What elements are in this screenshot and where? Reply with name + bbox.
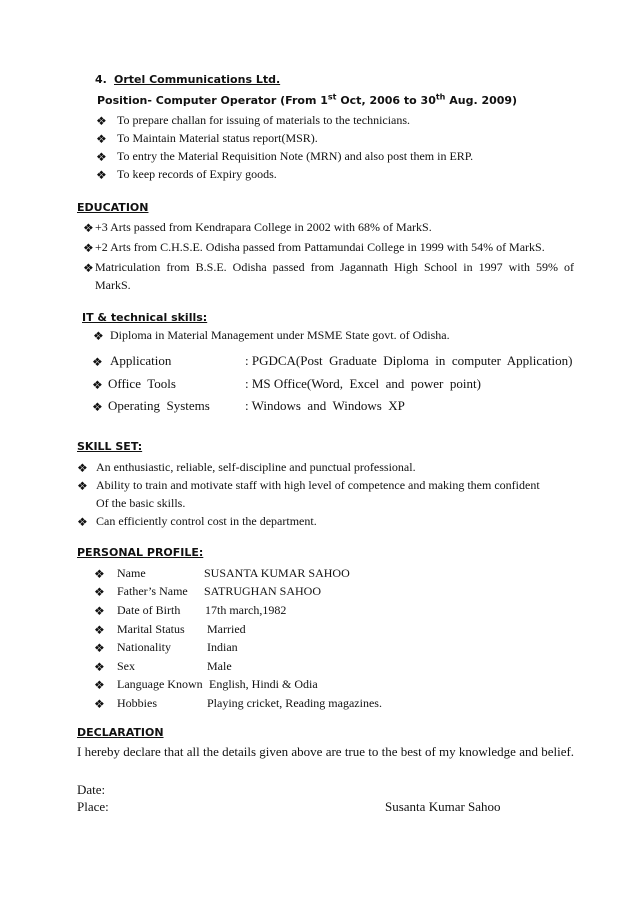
duty-item: To keep records of Expiry goods. bbox=[117, 167, 277, 181]
profile-label: Hobbies bbox=[117, 696, 157, 710]
employment-number: 4. bbox=[95, 73, 107, 86]
skill-item: Can efficiently control cost in the department. bbox=[96, 514, 317, 528]
declaration-text: I hereby declare that all the details given above are true to the best of my knowledge and belief. bbox=[77, 744, 575, 759]
bullet-icon: ❖ bbox=[83, 221, 94, 235]
duty-item: To entry the Material Requisition Note (MRN) and also post them in ERP. bbox=[117, 149, 474, 163]
signature-name: Susanta Kumar Sahoo bbox=[385, 799, 501, 814]
it-row-value: : PGDCA(Post Graduate Diploma in computer Application) bbox=[245, 353, 573, 368]
bullet-icon: ❖ bbox=[94, 660, 105, 674]
education-heading: EDUCATION bbox=[77, 201, 149, 214]
bullet-icon: ❖ bbox=[92, 355, 103, 369]
profile-label: Nationality bbox=[117, 640, 171, 654]
skill-set-heading: SKILL SET: bbox=[77, 440, 143, 453]
place-label: Place: bbox=[77, 799, 109, 814]
bullet-icon: ❖ bbox=[94, 585, 105, 599]
profile-label: Marital Status bbox=[117, 622, 185, 636]
bullet-icon: ❖ bbox=[83, 241, 94, 255]
bullet-icon: ❖ bbox=[77, 461, 88, 475]
bullet-icon: ❖ bbox=[93, 329, 104, 343]
diploma-item: Diploma in Material Management under MSME State govt. of Odisha. bbox=[110, 328, 450, 342]
bullet-icon: ❖ bbox=[96, 168, 107, 182]
profile-label: Father’s Name bbox=[117, 584, 188, 598]
bullet-icon: ❖ bbox=[92, 400, 103, 414]
education-item: Matriculation from B.S.E. Odisha passed from Jagannath High School in 1997 with 59% of bbox=[95, 260, 574, 274]
it-row-value: : Windows and Windows XP bbox=[245, 398, 405, 413]
profile-value: English, Hindi & Odia bbox=[209, 677, 318, 691]
bullet-icon: ❖ bbox=[92, 378, 103, 392]
declaration-heading: DECLARATION bbox=[77, 726, 164, 739]
education-item: +2 Arts from C.H.S.E. Odisha passed from Pattamundai College in 1999 with 54% of MarkS. bbox=[95, 240, 545, 254]
education-item: +3 Arts passed from Kendrapara College in 2002 with 68% of MarkS. bbox=[95, 220, 432, 234]
education-item-continued: MarkS. bbox=[95, 278, 131, 292]
bullet-icon: ❖ bbox=[83, 261, 94, 275]
bullet-icon: ❖ bbox=[94, 678, 105, 692]
profile-value: Male bbox=[207, 659, 232, 673]
bullet-icon: ❖ bbox=[96, 114, 107, 128]
bullet-icon: ❖ bbox=[94, 604, 105, 618]
profile-label: Sex bbox=[117, 659, 135, 673]
profile-value: Indian bbox=[207, 640, 238, 654]
bullet-icon: ❖ bbox=[94, 697, 105, 711]
profile-value: 17th march,1982 bbox=[205, 603, 287, 617]
bullet-icon: ❖ bbox=[77, 479, 88, 493]
bullet-icon: ❖ bbox=[96, 132, 107, 146]
skill-item: Ability to train and motivate staff with high level of competence and making them confident bbox=[96, 478, 540, 492]
duty-item: To Maintain Material status report(MSR). bbox=[117, 131, 318, 145]
bullet-icon: ❖ bbox=[77, 515, 88, 529]
personal-profile-heading: PERSONAL PROFILE: bbox=[77, 546, 204, 559]
bullet-icon: ❖ bbox=[94, 641, 105, 655]
duty-item: To prepare challan for issuing of materials to the technicians. bbox=[117, 113, 411, 127]
bullet-icon: ❖ bbox=[94, 623, 105, 637]
skill-item: An enthusiastic, reliable, self-discipline and punctual professional. bbox=[96, 460, 416, 474]
profile-value: SUSANTA KUMAR SAHOO bbox=[204, 566, 350, 580]
profile-value: Playing cricket, Reading magazines. bbox=[207, 696, 382, 710]
it-row-label: Office Tools bbox=[108, 376, 176, 391]
profile-value: Married bbox=[207, 622, 246, 636]
position-line: Position- Computer Operator (From 1st Oct, 2006 to 30th Aug. 2009) bbox=[97, 92, 518, 107]
it-skills-heading: IT & technical skills: bbox=[82, 311, 208, 324]
skill-item-continued: Of the basic skills. bbox=[96, 496, 186, 510]
it-row-value: : MS Office(Word, Excel and power point) bbox=[245, 376, 481, 391]
it-row-label: Application bbox=[110, 353, 172, 368]
profile-value: SATRUGHAN SAHOO bbox=[204, 584, 322, 598]
profile-label: Date of Birth bbox=[117, 603, 181, 617]
it-row-label: Operating Systems bbox=[108, 398, 210, 413]
profile-label: Language Known bbox=[117, 677, 203, 691]
bullet-icon: ❖ bbox=[94, 567, 105, 581]
bullet-icon: ❖ bbox=[96, 150, 107, 164]
profile-label: Name bbox=[117, 566, 146, 580]
date-label: Date: bbox=[77, 782, 106, 797]
company-name: Ortel Communications Ltd. bbox=[114, 73, 281, 86]
